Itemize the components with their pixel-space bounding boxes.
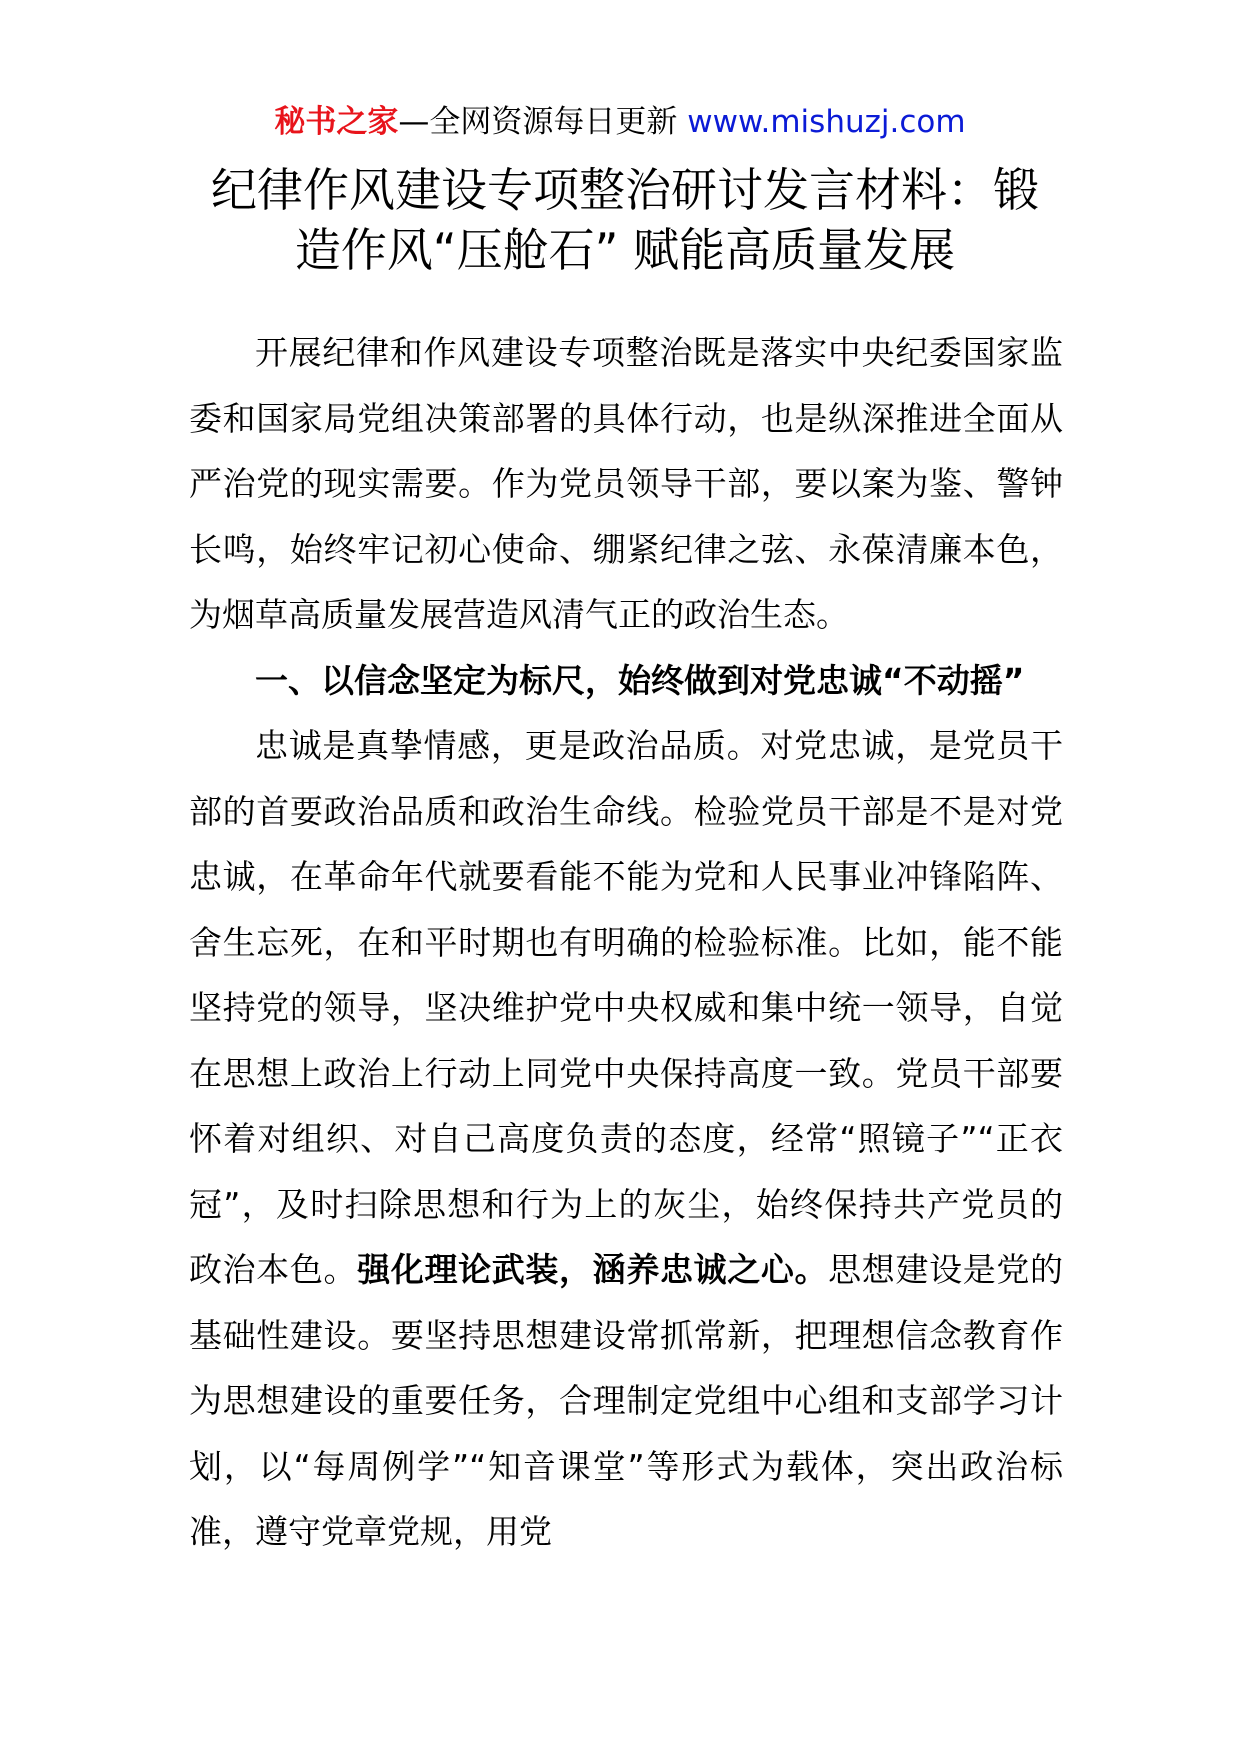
title-line-2: 造作风“压舱石” 赋能高质量发展 (294, 223, 956, 277)
document-body (189, 320, 1063, 1565)
document-title (190, 160, 1060, 280)
section-1-bold-phrase: 强化理论武装，涵养忠诚之心。 (357, 1250, 829, 1289)
section-heading-1: 一、以信念坚定为标尺，始终做到对党忠诚“不动摇” (255, 660, 1025, 700)
header-tagline: —全网资源每日更新 (398, 104, 688, 140)
site-header (0, 100, 1240, 144)
title-line-1: 纪律作风建设专项整治研讨发言材料：锻 (211, 163, 1039, 217)
section-1-text-part1: 忠诚是真挚情感，更是政治品质。对党忠诚，是党员干部的首要政治品质和政治生命线。检验党员干部是不是对党忠诚，在革命年代就要看能不能为党和人民事业冲锋陷阵、舍生忘死，在和平时期也有明确的检验标准。比如，能不能坚持党的领导，坚决维护党中央权威和集中统一领导，自觉在思想上政治上行动上同党中央保持高度一致。党员干部要怀着对组织、对自己高度负责的态度，经常“照镜子”“正衣冠”，及时扫除思想和行为上的灰尘，始终保持共产党员的政治本色。 (189, 726, 1063, 1289)
site-url-link[interactable]: www.mishuzj.com (687, 104, 966, 140)
section-1-text-part2: 思想建设是党的基础性建设。要坚持思想建设常抓常新，把理想信念教育作为思想建设的重要任务，合理制定党组中心组和支部学习计划，以“每周例学”“知音课堂”等形式为载体，突出政治标准，遵守党章党规，用党 (189, 1250, 1064, 1551)
brand-name: 秘书之家 (274, 104, 399, 140)
intro-paragraph: 开展纪律和作风建设专项整治既是落实中央纪委国家监委和国家局党组决策部署的具体行动，也是纵深推进全面从严治党的现实需要。作为党员领导干部，要以案为鉴、警钟长鸣，始终牢记初心使命、绷紧纪律之弦、永葆清廉本色，为烟草高质量发展营造风清气正的政治生态。 (189, 333, 1063, 634)
section-1-paragraph (189, 713, 1063, 1565)
